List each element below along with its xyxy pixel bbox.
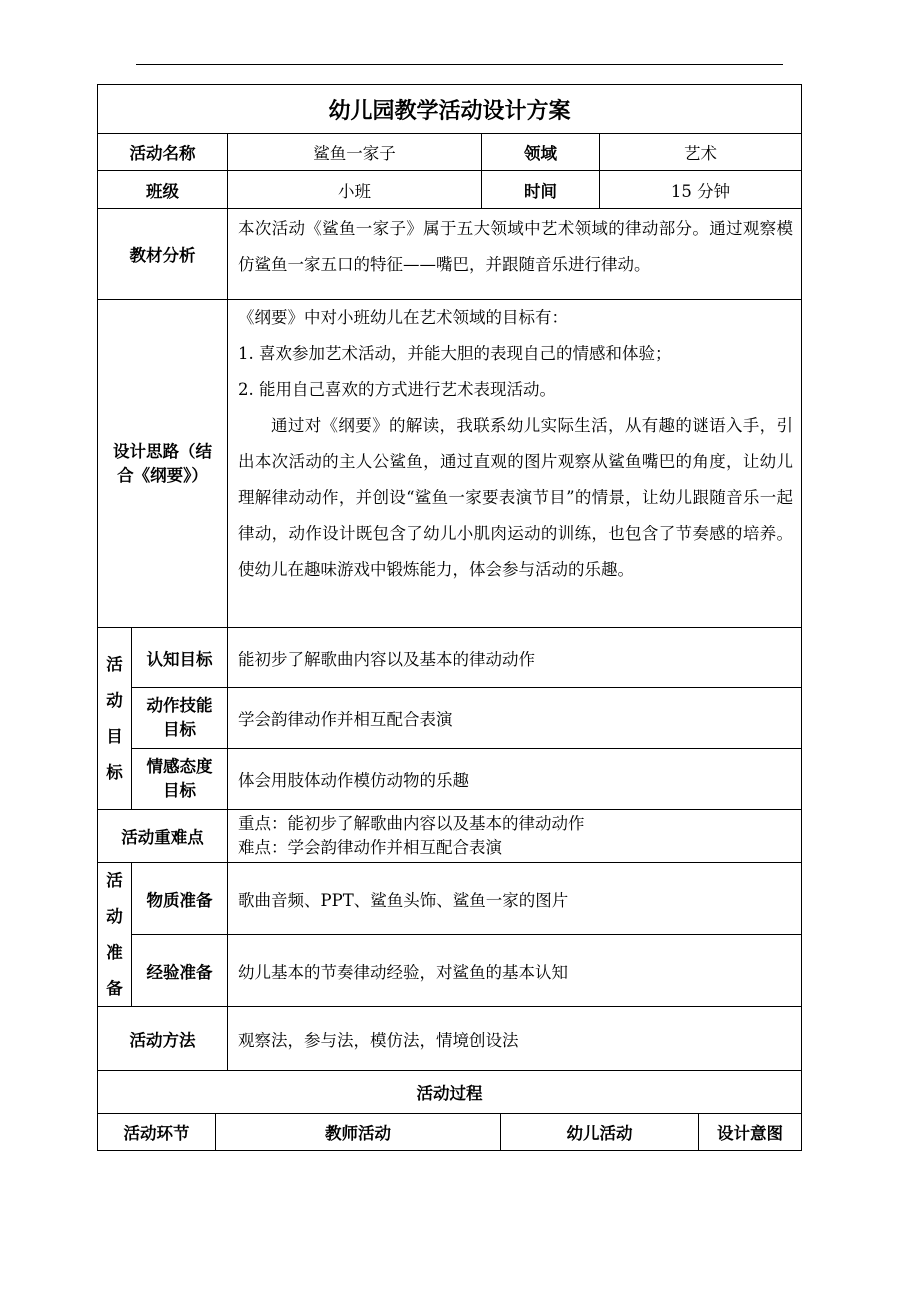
domain-value: 艺术 — [600, 134, 801, 171]
skill-goal-label-line2: 目标 — [163, 720, 196, 739]
emotion-goal-label — [132, 749, 228, 810]
emotion-goal-label-line1: 情感态度 — [146, 757, 213, 776]
activity-name-value: 鲨鱼一家子 — [228, 134, 482, 171]
prep-char-1: 活 — [106, 870, 123, 890]
key-points-label: 活动重难点 — [98, 810, 228, 863]
skill-goal-text: 学会韵律动作并相互配合表演 — [228, 688, 801, 749]
material-prep-text: 歌曲音频、PPT、鲨鱼头饰、鲨鱼一家的图片 — [228, 863, 801, 935]
skill-goal-label-line1: 动作技能 — [146, 696, 213, 715]
goals-group-label — [98, 628, 132, 810]
class-label: 班级 — [98, 171, 228, 209]
difficult-point-text: 难点：学会韵律动作并相互配合表演 — [238, 838, 502, 857]
page-header-rule — [136, 64, 783, 65]
process-col-stage: 活动环节 — [98, 1114, 216, 1150]
goals-char-1: 活 — [106, 654, 123, 674]
document-title: 幼儿园教学活动设计方案 — [98, 85, 801, 134]
skill-goal-label — [132, 688, 228, 749]
design-item-1: 1. 喜欢参加艺术活动，并能大胆的表现自己的情感和体验； — [238, 344, 672, 363]
activity-name-label: 活动名称 — [98, 134, 228, 171]
prep-char-4: 备 — [106, 978, 123, 998]
design-item-2: 2. 能用自己喜欢的方式进行艺术表现活动。 — [238, 380, 556, 399]
design-label-line2: 合《纲要》） — [117, 465, 208, 485]
method-label: 活动方法 — [98, 1007, 228, 1071]
emotion-goal-label-line2: 目标 — [163, 781, 196, 800]
prep-char-2: 动 — [106, 906, 123, 926]
analysis-text: 本次活动《鲨鱼一家子》属于五大领域中艺术领域的律动部分。通过观察模仿鲨鱼一家五口的特征——嘴巴，并跟随音乐进行律动。 — [238, 219, 793, 274]
process-col-teacher: 教师活动 — [216, 1114, 501, 1150]
method-text: 观察法，参与法，模仿法，情境创设法 — [228, 1007, 801, 1071]
experience-prep-label: 经验准备 — [132, 935, 228, 1007]
emotion-goal-text: 体会用肢体动作模仿动物的乐趣 — [228, 749, 801, 810]
design-body: 通过对《纲要》的解读，我联系幼儿实际生活，从有趣的谜语入手，引出本次活动的主人公鲨鱼，通过直观的图片观察从鲨鱼嘴巴的角度，让幼儿理解律动动作，并创设“鲨鱼一家要表演节目”的情景，让幼儿跟随音乐一起律动，动作设计既包含了幼儿小肌肉运动的训练，也包含了节奏感的培养。使幼儿在趣味游戏中锻炼能力，体会参与活动的乐趣。 — [238, 416, 793, 579]
lesson-plan-table — [97, 84, 802, 1151]
cognitive-goal-label: 认知目标 — [132, 628, 228, 688]
material-prep-label: 物质准备 — [132, 863, 228, 935]
goals-char-3: 目 — [106, 726, 123, 746]
cognitive-goal-text: 能初步了解歌曲内容以及基本的律动动作 — [228, 628, 801, 688]
process-title: 活动过程 — [98, 1071, 801, 1114]
prep-group-label — [98, 863, 132, 1007]
class-value: 小班 — [228, 171, 482, 209]
design-intro: 《纲要》中对小班幼儿在艺术领域的目标有： — [238, 308, 568, 327]
process-col-intent: 设计意图 — [717, 1124, 783, 1143]
time-label: 时间 — [482, 171, 600, 209]
goals-char-2: 动 — [106, 690, 123, 710]
process-col-children: 幼儿活动 — [501, 1114, 699, 1150]
key-points-cell — [228, 810, 801, 863]
time-value: 15 分钟 — [600, 171, 801, 209]
domain-label: 领域 — [482, 134, 600, 171]
prep-char-3: 准 — [106, 942, 123, 962]
design-text-cell — [228, 300, 801, 628]
design-label — [98, 300, 228, 628]
analysis-label: 教材分析 — [98, 209, 228, 300]
goals-char-4: 标 — [106, 762, 123, 782]
analysis-text-cell — [228, 209, 801, 300]
key-point-text: 重点：能初步了解歌曲内容以及基本的律动动作 — [238, 814, 585, 833]
design-label-line1: 设计思路（结 — [113, 441, 212, 461]
experience-prep-text: 幼儿基本的节奏律动经验，对鲨鱼的基本认知 — [228, 935, 801, 1007]
